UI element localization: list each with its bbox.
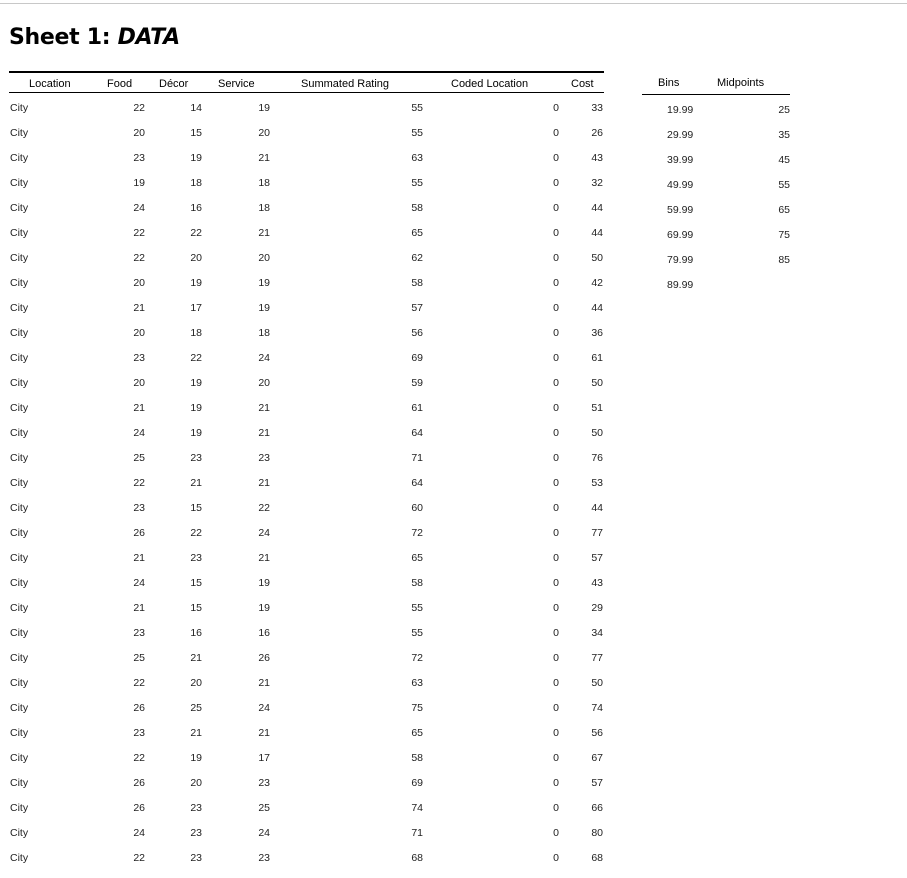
table-row bbox=[642, 220, 790, 245]
cell-service: 19 bbox=[258, 277, 270, 289]
cell-food: 23 bbox=[133, 352, 145, 364]
cell-food: 21 bbox=[133, 602, 145, 614]
table-row bbox=[9, 543, 604, 568]
cell-service: 19 bbox=[258, 302, 270, 314]
cell-cost: 53 bbox=[591, 477, 603, 489]
cell-decor: 23 bbox=[190, 802, 202, 814]
cell-cost: 57 bbox=[591, 777, 603, 789]
table-row bbox=[9, 768, 604, 793]
cell-food: 23 bbox=[133, 727, 145, 739]
cell-location: City bbox=[10, 302, 29, 314]
header-decor: Décor bbox=[159, 78, 189, 90]
cell-cost: 61 bbox=[591, 352, 603, 364]
header-coded-location: Coded Location bbox=[451, 78, 529, 90]
cell-cost: 77 bbox=[591, 527, 603, 539]
cell-decor: 18 bbox=[190, 327, 202, 339]
cell-decor: 18 bbox=[190, 177, 202, 189]
cell-decor: 19 bbox=[190, 277, 202, 289]
cell-midpoint: 25 bbox=[778, 104, 790, 116]
cell-coded-location: 0 bbox=[553, 127, 559, 139]
cell-cost: 68 bbox=[591, 852, 603, 864]
table-row bbox=[9, 793, 604, 818]
cell-decor: 19 bbox=[190, 152, 202, 164]
cell-location: City bbox=[10, 827, 29, 839]
cell-cost: 66 bbox=[591, 802, 603, 814]
cell-location: City bbox=[10, 752, 29, 764]
cell-food: 24 bbox=[133, 577, 145, 589]
cell-location: City bbox=[10, 352, 29, 364]
sheet-title-prefix: Sheet 1: bbox=[9, 25, 118, 50]
table-row bbox=[9, 693, 604, 718]
cell-summated-rating: 55 bbox=[411, 102, 423, 114]
cell-location: City bbox=[10, 552, 29, 564]
cell-summated-rating: 58 bbox=[411, 752, 423, 764]
cell-decor: 25 bbox=[190, 702, 202, 714]
cell-food: 22 bbox=[133, 227, 145, 239]
cell-coded-location: 0 bbox=[553, 802, 559, 814]
cell-summated-rating: 68 bbox=[411, 852, 423, 864]
cell-cost: 50 bbox=[591, 252, 603, 264]
cell-cost: 44 bbox=[591, 202, 603, 214]
cell-decor: 21 bbox=[190, 652, 202, 664]
data-table bbox=[9, 71, 604, 868]
table-row bbox=[9, 493, 604, 518]
cell-food: 26 bbox=[133, 777, 145, 789]
cell-service: 21 bbox=[258, 477, 270, 489]
cell-decor: 19 bbox=[190, 377, 202, 389]
cell-summated-rating: 60 bbox=[411, 502, 423, 514]
table-row bbox=[9, 818, 604, 843]
cell-coded-location: 0 bbox=[553, 427, 559, 439]
cell-service: 21 bbox=[258, 427, 270, 439]
table-row bbox=[9, 168, 604, 193]
cell-food: 20 bbox=[133, 377, 145, 389]
cell-summated-rating: 72 bbox=[411, 527, 423, 539]
cell-decor: 16 bbox=[190, 627, 202, 639]
cell-cost: 76 bbox=[591, 452, 603, 464]
cell-decor: 22 bbox=[190, 227, 202, 239]
cell-location: City bbox=[10, 102, 29, 114]
cell-coded-location: 0 bbox=[553, 702, 559, 714]
table-row bbox=[642, 270, 790, 295]
cell-decor: 19 bbox=[190, 402, 202, 414]
cell-decor: 16 bbox=[190, 202, 202, 214]
cell-summated-rating: 55 bbox=[411, 177, 423, 189]
cell-coded-location: 0 bbox=[553, 377, 559, 389]
cell-summated-rating: 55 bbox=[411, 627, 423, 639]
cell-food: 20 bbox=[133, 127, 145, 139]
cell-coded-location: 0 bbox=[553, 302, 559, 314]
cell-location: City bbox=[10, 452, 29, 464]
cell-service: 21 bbox=[258, 677, 270, 689]
cell-service: 25 bbox=[258, 802, 270, 814]
cell-coded-location: 0 bbox=[553, 652, 559, 664]
data-table-body bbox=[9, 93, 604, 868]
table-row bbox=[9, 143, 604, 168]
cell-food: 22 bbox=[133, 477, 145, 489]
header-bins: Bins bbox=[658, 77, 680, 89]
bins-table-header bbox=[642, 72, 790, 95]
cell-bin: 19.99 bbox=[667, 104, 694, 116]
cell-cost: 34 bbox=[591, 627, 603, 639]
table-row bbox=[9, 568, 604, 593]
cell-service: 24 bbox=[258, 352, 270, 364]
cell-cost: 43 bbox=[591, 152, 603, 164]
cell-decor: 20 bbox=[190, 777, 202, 789]
cell-decor: 19 bbox=[190, 752, 202, 764]
cell-cost: 74 bbox=[591, 702, 603, 714]
cell-cost: 67 bbox=[591, 752, 603, 764]
cell-decor: 20 bbox=[190, 252, 202, 264]
cell-summated-rating: 58 bbox=[411, 277, 423, 289]
cell-food: 24 bbox=[133, 427, 145, 439]
cell-coded-location: 0 bbox=[553, 577, 559, 589]
cell-decor: 22 bbox=[190, 352, 202, 364]
cell-summated-rating: 57 bbox=[411, 302, 423, 314]
cell-decor: 15 bbox=[190, 502, 202, 514]
cell-service: 24 bbox=[258, 527, 270, 539]
cell-coded-location: 0 bbox=[553, 352, 559, 364]
cell-location: City bbox=[10, 777, 29, 789]
cell-summated-rating: 64 bbox=[411, 477, 423, 489]
cell-location: City bbox=[10, 427, 29, 439]
cell-service: 21 bbox=[258, 227, 270, 239]
cell-summated-rating: 71 bbox=[411, 452, 423, 464]
cell-location: City bbox=[10, 677, 29, 689]
cell-food: 24 bbox=[133, 202, 145, 214]
table-row bbox=[9, 193, 604, 218]
cell-summated-rating: 72 bbox=[411, 652, 423, 664]
cell-food: 26 bbox=[133, 702, 145, 714]
cell-coded-location: 0 bbox=[553, 527, 559, 539]
cell-midpoint: 35 bbox=[778, 129, 790, 141]
cell-coded-location: 0 bbox=[553, 177, 559, 189]
cell-location: City bbox=[10, 127, 29, 139]
cell-service: 21 bbox=[258, 402, 270, 414]
cell-cost: 80 bbox=[591, 827, 603, 839]
cell-bin: 89.99 bbox=[667, 279, 694, 291]
cell-cost: 33 bbox=[591, 102, 603, 114]
table-row bbox=[9, 643, 604, 668]
cell-location: City bbox=[10, 802, 29, 814]
cell-coded-location: 0 bbox=[553, 602, 559, 614]
cell-coded-location: 0 bbox=[553, 452, 559, 464]
table-row bbox=[9, 218, 604, 243]
cell-food: 22 bbox=[133, 852, 145, 864]
cell-coded-location: 0 bbox=[553, 402, 559, 414]
cell-coded-location: 0 bbox=[553, 477, 559, 489]
cell-location: City bbox=[10, 202, 29, 214]
cell-location: City bbox=[10, 702, 29, 714]
cell-service: 17 bbox=[258, 752, 270, 764]
cell-cost: 77 bbox=[591, 652, 603, 664]
cell-decor: 21 bbox=[190, 477, 202, 489]
table-row bbox=[9, 93, 604, 118]
cell-food: 20 bbox=[133, 277, 145, 289]
header-summated-rating: Summated Rating bbox=[301, 78, 390, 90]
cell-decor: 14 bbox=[190, 102, 202, 114]
cell-service: 19 bbox=[258, 602, 270, 614]
table-row bbox=[9, 318, 604, 343]
header-cost: Cost bbox=[571, 78, 594, 90]
table-row bbox=[9, 293, 604, 318]
cell-cost: 50 bbox=[591, 427, 603, 439]
data-table-header bbox=[9, 71, 604, 93]
cell-summated-rating: 63 bbox=[411, 152, 423, 164]
cell-service: 18 bbox=[258, 327, 270, 339]
table-row bbox=[642, 195, 790, 220]
cell-location: City bbox=[10, 277, 29, 289]
cell-location: City bbox=[10, 577, 29, 589]
cell-service: 23 bbox=[258, 852, 270, 864]
cell-service: 20 bbox=[258, 377, 270, 389]
table-row bbox=[642, 95, 790, 120]
cell-food: 23 bbox=[133, 627, 145, 639]
cell-summated-rating: 64 bbox=[411, 427, 423, 439]
cell-summated-rating: 71 bbox=[411, 827, 423, 839]
cell-service: 20 bbox=[258, 252, 270, 264]
cell-food: 24 bbox=[133, 827, 145, 839]
cell-cost: 56 bbox=[591, 727, 603, 739]
cell-coded-location: 0 bbox=[553, 552, 559, 564]
cell-location: City bbox=[10, 252, 29, 264]
cell-summated-rating: 62 bbox=[411, 252, 423, 264]
cell-coded-location: 0 bbox=[553, 752, 559, 764]
cell-decor: 23 bbox=[190, 827, 202, 839]
cell-food: 21 bbox=[133, 302, 145, 314]
table-row bbox=[9, 268, 604, 293]
cell-service: 23 bbox=[258, 777, 270, 789]
cell-cost: 44 bbox=[591, 502, 603, 514]
cell-service: 21 bbox=[258, 152, 270, 164]
cell-food: 26 bbox=[133, 527, 145, 539]
cell-coded-location: 0 bbox=[553, 202, 559, 214]
cell-coded-location: 0 bbox=[553, 152, 559, 164]
cell-service: 22 bbox=[258, 502, 270, 514]
cell-location: City bbox=[10, 602, 29, 614]
cell-midpoint: 85 bbox=[778, 254, 790, 266]
table-row bbox=[9, 443, 604, 468]
cell-summated-rating: 65 bbox=[411, 227, 423, 239]
cell-decor: 15 bbox=[190, 127, 202, 139]
cell-cost: 44 bbox=[591, 302, 603, 314]
cell-coded-location: 0 bbox=[553, 727, 559, 739]
cell-summated-rating: 55 bbox=[411, 127, 423, 139]
cell-decor: 21 bbox=[190, 727, 202, 739]
cell-summated-rating: 65 bbox=[411, 727, 423, 739]
header-location: Location bbox=[29, 78, 71, 90]
table-row bbox=[9, 618, 604, 643]
cell-food: 21 bbox=[133, 552, 145, 564]
table-row bbox=[9, 343, 604, 368]
cell-cost: 29 bbox=[591, 602, 603, 614]
cell-location: City bbox=[10, 727, 29, 739]
cell-summated-rating: 55 bbox=[411, 602, 423, 614]
cell-service: 19 bbox=[258, 577, 270, 589]
cell-cost: 44 bbox=[591, 227, 603, 239]
cell-coded-location: 0 bbox=[553, 252, 559, 264]
cell-location: City bbox=[10, 627, 29, 639]
cell-food: 25 bbox=[133, 452, 145, 464]
cell-service: 18 bbox=[258, 177, 270, 189]
top-divider bbox=[0, 3, 907, 4]
cell-bin: 49.99 bbox=[667, 179, 694, 191]
cell-food: 19 bbox=[133, 177, 145, 189]
cell-food: 25 bbox=[133, 652, 145, 664]
cell-cost: 57 bbox=[591, 552, 603, 564]
table-row bbox=[9, 418, 604, 443]
cell-food: 23 bbox=[133, 502, 145, 514]
cell-location: City bbox=[10, 852, 29, 864]
cell-food: 22 bbox=[133, 252, 145, 264]
cell-location: City bbox=[10, 502, 29, 514]
cell-coded-location: 0 bbox=[553, 327, 559, 339]
cell-bin: 29.99 bbox=[667, 129, 694, 141]
cell-service: 19 bbox=[258, 102, 270, 114]
cell-coded-location: 0 bbox=[553, 777, 559, 789]
header-midpoints: Midpoints bbox=[717, 77, 765, 89]
cell-summated-rating: 75 bbox=[411, 702, 423, 714]
cell-service: 21 bbox=[258, 552, 270, 564]
cell-food: 22 bbox=[133, 677, 145, 689]
cell-location: City bbox=[10, 377, 29, 389]
cell-food: 22 bbox=[133, 752, 145, 764]
cell-coded-location: 0 bbox=[553, 227, 559, 239]
table-row bbox=[642, 245, 790, 270]
cell-cost: 50 bbox=[591, 377, 603, 389]
cell-food: 26 bbox=[133, 802, 145, 814]
cell-location: City bbox=[10, 527, 29, 539]
cell-location: City bbox=[10, 227, 29, 239]
cell-summated-rating: 63 bbox=[411, 677, 423, 689]
cell-cost: 42 bbox=[591, 277, 603, 289]
cell-location: City bbox=[10, 652, 29, 664]
cell-location: City bbox=[10, 177, 29, 189]
cell-location: City bbox=[10, 477, 29, 489]
table-row bbox=[9, 518, 604, 543]
cell-cost: 32 bbox=[591, 177, 603, 189]
table-row bbox=[9, 843, 604, 868]
cell-coded-location: 0 bbox=[553, 502, 559, 514]
cell-coded-location: 0 bbox=[553, 677, 559, 689]
cell-service: 23 bbox=[258, 452, 270, 464]
cell-service: 24 bbox=[258, 702, 270, 714]
table-row bbox=[9, 718, 604, 743]
header-service: Service bbox=[218, 78, 255, 90]
table-row bbox=[9, 468, 604, 493]
cell-food: 20 bbox=[133, 327, 145, 339]
table-row bbox=[9, 368, 604, 393]
cell-summated-rating: 58 bbox=[411, 577, 423, 589]
cell-location: City bbox=[10, 152, 29, 164]
cell-summated-rating: 74 bbox=[411, 802, 423, 814]
cell-decor: 19 bbox=[190, 427, 202, 439]
cell-cost: 43 bbox=[591, 577, 603, 589]
table-row bbox=[9, 593, 604, 618]
cell-decor: 22 bbox=[190, 527, 202, 539]
cell-service: 20 bbox=[258, 127, 270, 139]
cell-cost: 26 bbox=[591, 127, 603, 139]
sheet-title bbox=[9, 24, 180, 52]
cell-location: City bbox=[10, 402, 29, 414]
table-row bbox=[642, 145, 790, 170]
cell-cost: 36 bbox=[591, 327, 603, 339]
cell-summated-rating: 58 bbox=[411, 202, 423, 214]
cell-summated-rating: 56 bbox=[411, 327, 423, 339]
cell-bin: 69.99 bbox=[667, 229, 694, 241]
table-row bbox=[9, 393, 604, 418]
cell-summated-rating: 59 bbox=[411, 377, 423, 389]
cell-service: 24 bbox=[258, 827, 270, 839]
cell-coded-location: 0 bbox=[553, 277, 559, 289]
cell-summated-rating: 61 bbox=[411, 402, 423, 414]
table-row bbox=[9, 118, 604, 143]
cell-decor: 17 bbox=[190, 302, 202, 314]
header-food: Food bbox=[107, 78, 133, 90]
cell-bin: 59.99 bbox=[667, 204, 694, 216]
cell-food: 22 bbox=[133, 102, 145, 114]
cell-midpoint: 75 bbox=[778, 229, 790, 241]
cell-decor: 23 bbox=[190, 852, 202, 864]
cell-summated-rating: 69 bbox=[411, 777, 423, 789]
table-row bbox=[642, 120, 790, 145]
cell-service: 26 bbox=[258, 652, 270, 664]
table-row bbox=[642, 170, 790, 195]
cell-coded-location: 0 bbox=[553, 627, 559, 639]
bins-table-body bbox=[642, 95, 790, 295]
cell-decor: 15 bbox=[190, 602, 202, 614]
cell-cost: 50 bbox=[591, 677, 603, 689]
cell-coded-location: 0 bbox=[553, 827, 559, 839]
cell-decor: 23 bbox=[190, 452, 202, 464]
cell-food: 23 bbox=[133, 152, 145, 164]
cell-midpoint: 45 bbox=[778, 154, 790, 166]
cell-location: City bbox=[10, 327, 29, 339]
cell-food: 21 bbox=[133, 402, 145, 414]
cell-service: 16 bbox=[258, 627, 270, 639]
cell-cost: 51 bbox=[591, 402, 603, 414]
cell-decor: 20 bbox=[190, 677, 202, 689]
table-row bbox=[9, 243, 604, 268]
cell-midpoint: 65 bbox=[778, 204, 790, 216]
cell-coded-location: 0 bbox=[553, 102, 559, 114]
cell-bin: 39.99 bbox=[667, 154, 694, 166]
cell-summated-rating: 65 bbox=[411, 552, 423, 564]
sheet-name: DATA bbox=[117, 25, 180, 50]
cell-midpoint: 55 bbox=[778, 179, 790, 191]
cell-summated-rating: 69 bbox=[411, 352, 423, 364]
cell-bin: 79.99 bbox=[667, 254, 694, 266]
bins-table bbox=[642, 72, 790, 295]
cell-decor: 23 bbox=[190, 552, 202, 564]
cell-decor: 15 bbox=[190, 577, 202, 589]
table-row bbox=[9, 743, 604, 768]
table-row bbox=[9, 668, 604, 693]
cell-service: 18 bbox=[258, 202, 270, 214]
cell-coded-location: 0 bbox=[553, 852, 559, 864]
cell-service: 21 bbox=[258, 727, 270, 739]
